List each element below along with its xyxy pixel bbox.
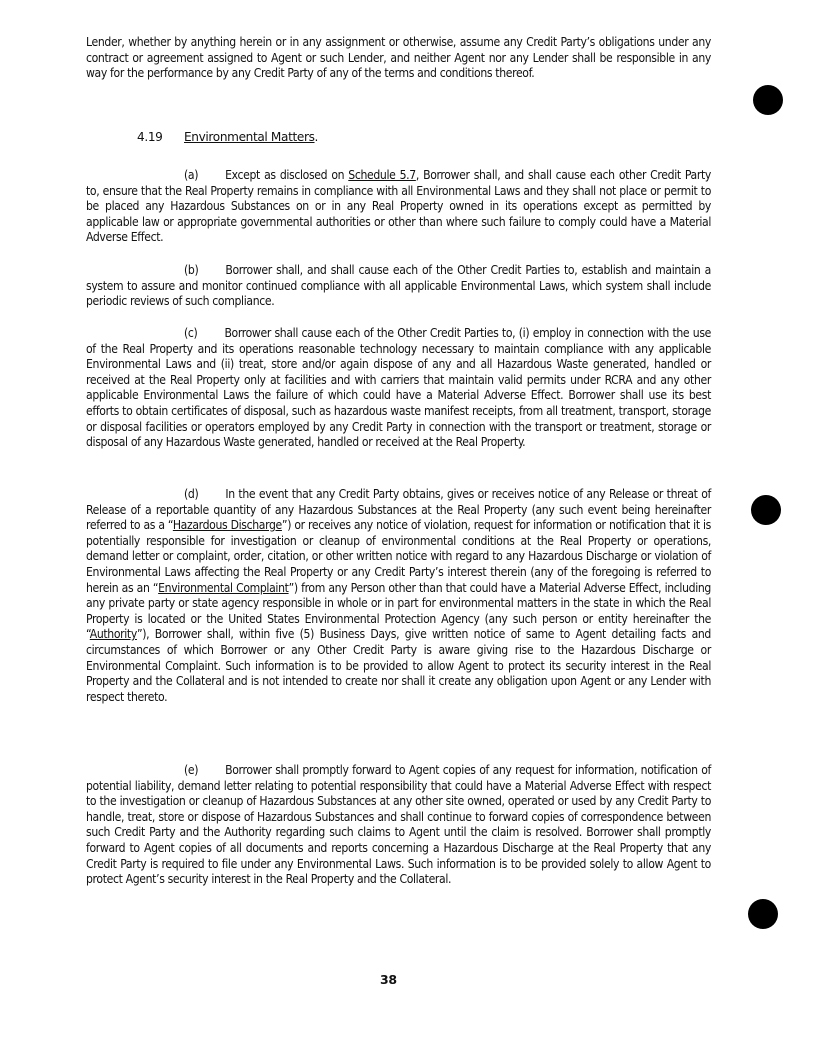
section-title-suffix: . — [314, 130, 319, 144]
paragraph-c-label: (c) — [184, 326, 198, 340]
paragraph-a-text-pre: Except as disclosed on — [225, 168, 349, 182]
schedule-reference: Schedule 5.7 — [348, 168, 416, 182]
paragraph-c — [86, 326, 711, 451]
intro-paragraph — [86, 35, 711, 82]
paragraph-b-text: Borrower shall, and shall cause each of the Other Credit Parties to, establish and maintain a system to assure and monitor continued compliance with all applicable Environmental Laws, which system shall include periodic reviews of such compliance. — [86, 263, 711, 309]
paragraph-d-text-4: ”), Borrower shall, within five (5) Business Days, give written notice of same to Agent detailing facts and circumstances of which Borrower or any Other Credit Party is aware giving rise to the Hazardous Discharge or Environmental Complaint. Such information is to be provided to allow Agent to protect its security interest in the Real Property and the Collateral and is not intended to create nor shall it create any obligation upon Agent or any Lender with respect thereto. — [86, 627, 711, 704]
paragraph-a-label: (a) — [184, 168, 199, 182]
page-number: 38 — [380, 972, 397, 987]
hole-punch-top — [753, 85, 783, 115]
paragraph-a-text-post: , Borrower shall, and shall cause each other Credit Party to, ensure that the Real Property remains in compliance with all Environmental Laws and they shall not place or permit to be placed any Hazardous Substances on or in any Real Property owned in its operations except as permitted by applicable law or appropriate governmental authorities or other than where such failure to comply could have a Material Adverse Effect. — [86, 168, 711, 245]
hole-punch-middle — [751, 495, 781, 525]
paragraph-d — [86, 487, 711, 705]
paragraph-e-text: Borrower shall promptly forward to Agent copies of any request for information, notification of potential liability, demand letter relating to potential responsibility that could have a Material Adverse Effect with respect to the investigation or cleanup of Hazardous Substances at any other site owned, operated or used by any Credit Party to handle, treat, store or dispose of Hazardous Substances and shall continue to forward copies of correspondence between such Credit Party and the Authority regarding such claims to Agent until the claim is resolved. Borrower shall promptly forward to Agent copies of all documents and reports concerning a Hazardous Discharge at the Real Property that any Credit Party is required to file under any Environmental Laws. Such information is to be provided solely to allow Agent to protect Agent’s security interest in the Real Property and the Collateral. — [86, 763, 711, 887]
section-heading — [137, 130, 318, 146]
paragraph-e-label: (e) — [184, 763, 199, 777]
paragraph-a — [86, 168, 711, 246]
paragraph-d-text-1: In the event that any Credit Party obtains, gives or receives notice of any Release or threat of Release of a reportable quantity of any Hazardous Substances at the Real Property (any such event being hereinafter referred to as a “ — [86, 487, 711, 533]
paragraph-d-text-3: ”) from any Person other than that could have a Material Adverse Effect, including any private party or state agency responsible in whole or in part for environmental matters in the state in which the Real Property is located or the United States Environmental Protection Agency (any such person or entity hereinafter the “ — [86, 580, 711, 642]
paragraph-b-label: (b) — [184, 263, 199, 277]
paragraph-d-text-2: ”) or receives any notice of violation, request for information or notification that it is potentially responsible for investigation or cleanup of environmental conditions at the Real Property or operations, demand letter or complaint, order, citation, or other written notice with regard to any Hazardous Discharge or violation of Environmental Laws affecting the Real Property or any Credit Party’s interest therein (any of the foregoing is referred to herein as an “ — [86, 518, 711, 595]
section-title: Environmental Matters — [184, 130, 315, 144]
paragraph-d-label: (d) — [184, 487, 199, 501]
defined-term-environmental-complaint: Environmental Complaint — [158, 580, 289, 595]
defined-term-hazardous-discharge: Hazardous Discharge — [172, 518, 282, 533]
section-number: 4.19 — [137, 130, 163, 144]
defined-term-authority: Authority — [89, 627, 137, 642]
intro-paragraph-text: Lender, whether by anything herein or in any assignment or otherwise, assume any Credit Party’s obligations under any contract or agreement assigned to Agent or such Lender, and neither Agent nor any Lender shall be responsible in any way for the performance by any Credit Party of any of the terms and conditions thereof. — [86, 35, 711, 81]
paragraph-b — [86, 263, 711, 310]
hole-punch-bottom — [748, 899, 778, 929]
paragraph-e — [86, 763, 711, 888]
paragraph-c-text: Borrower shall cause each of the Other Credit Parties to, (i) employ in connection with the use of the Real Property and its operations reasonable technology necessary to maintain compliance with any applicable Environmental Laws and (ii) treat, store and/or again dispose of any and all Hazardous Waste generated, handled or received at the Real Property only at facilities and with carriers that maintain valid permits under RCRA and any other applicable Environmental Laws the failure of which could have a Material Adverse Effect. Borrower shall use its best efforts to obtain certificates of disposal, such as hazardous waste manifest receipts, from all treatment, transport, storage or disposal facilities or operators employed by any Credit Party in connection with the transport or treatment, storage or disposal of any Hazardous Waste generated, handled or received at the Real Property. — [86, 326, 711, 450]
